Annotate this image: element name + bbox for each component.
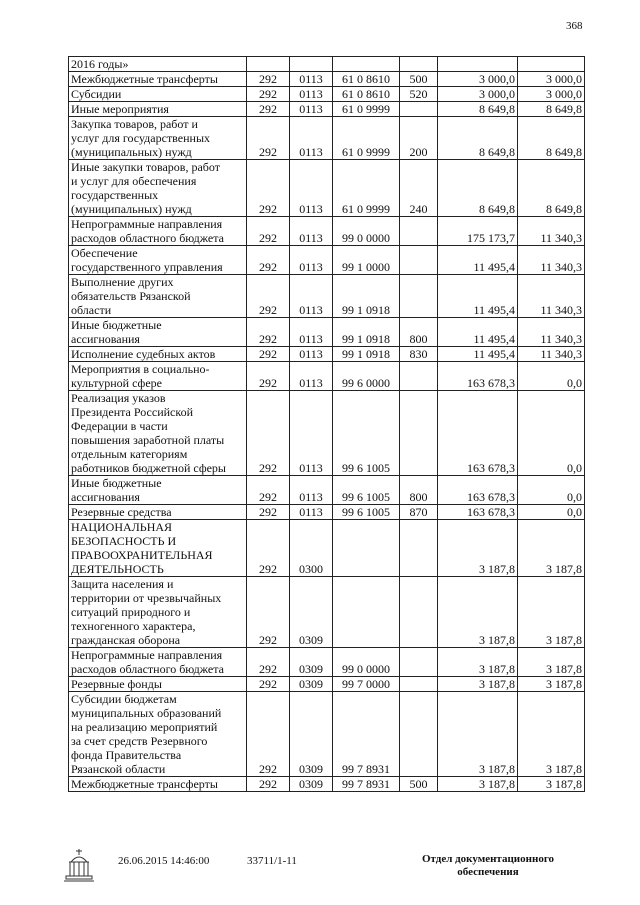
row-section-code: 0113 bbox=[290, 72, 333, 87]
row-amount-2: 11 340,3 bbox=[518, 318, 585, 347]
row-section-code: 0113 bbox=[290, 318, 333, 347]
row-ministry-code: 292 bbox=[247, 217, 290, 246]
row-name: Субсидии bbox=[69, 87, 247, 102]
row-section-code: 0309 bbox=[290, 692, 333, 777]
row-amount-2: 8 649,8 bbox=[518, 102, 585, 117]
table-body bbox=[69, 57, 585, 792]
row-amount-2: 3 000,0 bbox=[518, 87, 585, 102]
row-section-code: 0309 bbox=[290, 677, 333, 692]
footer-doc-id: 33711/1-11 bbox=[247, 855, 297, 867]
row-name: Иные закупки товаров, работ и услуг для обеспечения государственных (муниципальных) нужд bbox=[69, 160, 247, 217]
row-section-code: 0309 bbox=[290, 777, 333, 792]
row-section-code: 0309 bbox=[290, 648, 333, 677]
row-amount-2: 3 187,8 bbox=[518, 648, 585, 677]
row-amount: 8 649,8 bbox=[438, 160, 518, 217]
table-row bbox=[69, 677, 585, 692]
row-amount: 163 678,3 bbox=[438, 362, 518, 391]
row-ministry-code: 292 bbox=[247, 102, 290, 117]
row-amount-2: 11 340,3 bbox=[518, 347, 585, 362]
row-name: Обеспечение государственного управления bbox=[69, 246, 247, 275]
row-expense-type: 830 bbox=[400, 347, 438, 362]
row-name: Межбюджетные трансферты bbox=[69, 777, 247, 792]
row-expense-type: 200 bbox=[400, 117, 438, 160]
row-target-article: 99 0 0000 bbox=[333, 217, 400, 246]
row-ministry-code: 292 bbox=[247, 577, 290, 648]
row-amount: 11 495,4 bbox=[438, 275, 518, 318]
row-amount: 175 173,7 bbox=[438, 217, 518, 246]
row-amount: 163 678,3 bbox=[438, 505, 518, 520]
row-expense-type: 500 bbox=[400, 777, 438, 792]
row-ministry-code: 292 bbox=[247, 347, 290, 362]
row-section-code: 0113 bbox=[290, 87, 333, 102]
row-expense-type bbox=[400, 677, 438, 692]
table-row bbox=[69, 72, 585, 87]
row-ministry-code: 292 bbox=[247, 677, 290, 692]
table-row bbox=[69, 275, 585, 318]
table-row bbox=[69, 217, 585, 246]
row-ministry-code: 292 bbox=[247, 777, 290, 792]
row-name: Непрограммные направления расходов областного бюджета bbox=[69, 217, 247, 246]
row-name: Реализация указов Президента Российской Федерации в части повышения заработной платы отдельным категориям работников бюджетной сферы bbox=[69, 391, 247, 476]
row-target-article: 61 0 9999 bbox=[333, 160, 400, 217]
row-name: Закупка товаров, работ и услуг для государственных (муниципальных) нужд bbox=[69, 117, 247, 160]
row-section-code: 0113 bbox=[290, 246, 333, 275]
row-amount: 11 495,4 bbox=[438, 318, 518, 347]
table-row bbox=[69, 57, 585, 72]
row-name: Межбюджетные трансферты bbox=[69, 72, 247, 87]
row-amount-2: 8 649,8 bbox=[518, 117, 585, 160]
table-row bbox=[69, 160, 585, 217]
row-expense-type: 520 bbox=[400, 87, 438, 102]
row-amount: 3 187,8 bbox=[438, 777, 518, 792]
row-section-code: 0113 bbox=[290, 476, 333, 505]
footer-department bbox=[418, 853, 558, 879]
row-section-code: 0300 bbox=[290, 520, 333, 577]
table-row bbox=[69, 87, 585, 102]
row-section-code: 0113 bbox=[290, 117, 333, 160]
row-expense-type: 870 bbox=[400, 505, 438, 520]
row-section-code bbox=[290, 57, 333, 72]
row-ministry-code: 292 bbox=[247, 362, 290, 391]
row-target-article: 99 1 0918 bbox=[333, 318, 400, 347]
page-number: 368 bbox=[566, 20, 583, 32]
row-amount: 3 187,8 bbox=[438, 648, 518, 677]
row-ministry-code: 292 bbox=[247, 87, 290, 102]
row-section-code: 0113 bbox=[290, 102, 333, 117]
row-amount-2: 8 649,8 bbox=[518, 160, 585, 217]
row-target-article: 99 0 0000 bbox=[333, 648, 400, 677]
row-amount-2: 3 187,8 bbox=[518, 777, 585, 792]
row-target-article: 99 7 8931 bbox=[333, 692, 400, 777]
row-name: 2016 годы» bbox=[69, 57, 247, 72]
row-amount: 8 649,8 bbox=[438, 117, 518, 160]
row-ministry-code: 292 bbox=[247, 391, 290, 476]
row-expense-type bbox=[400, 391, 438, 476]
row-amount-2: 3 000,0 bbox=[518, 72, 585, 87]
row-amount: 11 495,4 bbox=[438, 347, 518, 362]
row-expense-type: 500 bbox=[400, 72, 438, 87]
row-section-code: 0113 bbox=[290, 347, 333, 362]
row-ministry-code: 292 bbox=[247, 648, 290, 677]
table-row bbox=[69, 520, 585, 577]
row-section-code: 0113 bbox=[290, 217, 333, 246]
row-expense-type bbox=[400, 102, 438, 117]
emblem-icon bbox=[62, 846, 96, 884]
row-amount: 3 187,8 bbox=[438, 677, 518, 692]
row-amount-2: 0,0 bbox=[518, 505, 585, 520]
row-amount-2: 11 340,3 bbox=[518, 275, 585, 318]
table-row bbox=[69, 505, 585, 520]
row-target-article: 99 6 0000 bbox=[333, 362, 400, 391]
row-target-article: 99 7 8931 bbox=[333, 777, 400, 792]
row-target-article bbox=[333, 577, 400, 648]
row-amount-2: 0,0 bbox=[518, 362, 585, 391]
row-amount: 3 187,8 bbox=[438, 577, 518, 648]
row-expense-type bbox=[400, 577, 438, 648]
row-section-code: 0113 bbox=[290, 391, 333, 476]
row-amount: 163 678,3 bbox=[438, 391, 518, 476]
row-ministry-code: 292 bbox=[247, 160, 290, 217]
row-name: Резервные средства bbox=[69, 505, 247, 520]
row-name: Защита населения и территории от чрезвычайных ситуаций природного и техногенного характера, гражданская оборона bbox=[69, 577, 247, 648]
row-amount-2: 3 187,8 bbox=[518, 692, 585, 777]
row-section-code: 0113 bbox=[290, 362, 333, 391]
row-target-article bbox=[333, 57, 400, 72]
row-expense-type bbox=[400, 246, 438, 275]
footer-department-line2: обеспечения bbox=[457, 866, 519, 878]
table-row bbox=[69, 347, 585, 362]
row-target-article: 61 0 8610 bbox=[333, 72, 400, 87]
row-expense-type bbox=[400, 57, 438, 72]
row-target-article: 99 6 1005 bbox=[333, 505, 400, 520]
row-name: Субсидии бюджетам муниципальных образований на реализацию мероприятий за счет средств Резервного фонда Правительства Рязанской области bbox=[69, 692, 247, 777]
footer-department-line1: Отдел документационного bbox=[421, 853, 555, 865]
table-row bbox=[69, 246, 585, 275]
row-ministry-code: 292 bbox=[247, 505, 290, 520]
row-amount: 8 649,8 bbox=[438, 102, 518, 117]
row-expense-type: 800 bbox=[400, 476, 438, 505]
row-target-article: 61 0 9999 bbox=[333, 117, 400, 160]
row-name: Резервные фонды bbox=[69, 677, 247, 692]
row-target-article: 99 1 0000 bbox=[333, 246, 400, 275]
row-ministry-code: 292 bbox=[247, 246, 290, 275]
budget-table bbox=[68, 56, 585, 792]
row-name: Иные бюджетные ассигнования bbox=[69, 476, 247, 505]
row-amount: 3 000,0 bbox=[438, 72, 518, 87]
row-amount-2: 3 187,8 bbox=[518, 520, 585, 577]
table-row bbox=[69, 117, 585, 160]
row-ministry-code: 292 bbox=[247, 476, 290, 505]
row-amount-2 bbox=[518, 57, 585, 72]
row-ministry-code: 292 bbox=[247, 72, 290, 87]
row-amount: 3 000,0 bbox=[438, 87, 518, 102]
row-target-article: 99 1 0918 bbox=[333, 275, 400, 318]
table-row bbox=[69, 391, 585, 476]
row-expense-type bbox=[400, 362, 438, 391]
row-target-article: 99 6 1005 bbox=[333, 391, 400, 476]
row-ministry-code: 292 bbox=[247, 520, 290, 577]
table-row bbox=[69, 362, 585, 391]
row-amount-2: 3 187,8 bbox=[518, 677, 585, 692]
table-row bbox=[69, 102, 585, 117]
row-target-article: 61 0 8610 bbox=[333, 87, 400, 102]
row-target-article: 99 6 1005 bbox=[333, 476, 400, 505]
row-section-code: 0113 bbox=[290, 160, 333, 217]
row-name: Непрограммные направления расходов областного бюджета bbox=[69, 648, 247, 677]
row-section-code: 0113 bbox=[290, 275, 333, 318]
row-name: Исполнение судебных актов bbox=[69, 347, 247, 362]
table-row bbox=[69, 777, 585, 792]
row-amount: 3 187,8 bbox=[438, 692, 518, 777]
row-expense-type bbox=[400, 217, 438, 246]
row-amount-2: 11 340,3 bbox=[518, 217, 585, 246]
row-amount-2: 0,0 bbox=[518, 391, 585, 476]
row-target-article: 99 7 0000 bbox=[333, 677, 400, 692]
row-target-article bbox=[333, 520, 400, 577]
row-ministry-code: 292 bbox=[247, 275, 290, 318]
row-expense-type bbox=[400, 275, 438, 318]
row-amount-2: 3 187,8 bbox=[518, 577, 585, 648]
row-target-article: 61 0 9999 bbox=[333, 102, 400, 117]
row-expense-type bbox=[400, 520, 438, 577]
row-expense-type bbox=[400, 692, 438, 777]
table-row bbox=[69, 577, 585, 648]
row-amount-2: 0,0 bbox=[518, 476, 585, 505]
row-ministry-code: 292 bbox=[247, 117, 290, 160]
row-ministry-code: 292 bbox=[247, 692, 290, 777]
row-name: Иные бюджетные ассигнования bbox=[69, 318, 247, 347]
row-ministry-code bbox=[247, 57, 290, 72]
row-ministry-code: 292 bbox=[247, 318, 290, 347]
row-name: Мероприятия в социально- культурной сфере bbox=[69, 362, 247, 391]
table-row bbox=[69, 476, 585, 505]
row-amount: 3 187,8 bbox=[438, 520, 518, 577]
row-target-article: 99 1 0918 bbox=[333, 347, 400, 362]
table-row bbox=[69, 318, 585, 347]
row-section-code: 0309 bbox=[290, 577, 333, 648]
row-amount: 11 495,4 bbox=[438, 246, 518, 275]
row-name: НАЦИОНАЛЬНАЯ БЕЗОПАСНОСТЬ И ПРАВООХРАНИТЕЛЬНАЯ ДЕЯТЕЛЬНОСТЬ bbox=[69, 520, 247, 577]
row-expense-type: 240 bbox=[400, 160, 438, 217]
row-expense-type bbox=[400, 648, 438, 677]
row-amount bbox=[438, 57, 518, 72]
row-section-code: 0113 bbox=[290, 505, 333, 520]
table-row bbox=[69, 692, 585, 777]
row-name: Выполнение других обязательств Рязанской области bbox=[69, 275, 247, 318]
row-amount: 163 678,3 bbox=[438, 476, 518, 505]
row-amount-2: 11 340,3 bbox=[518, 246, 585, 275]
table-row bbox=[69, 648, 585, 677]
row-expense-type: 800 bbox=[400, 318, 438, 347]
footer-datetime: 26.06.2015 14:46:00 bbox=[118, 855, 210, 867]
row-name: Иные мероприятия bbox=[69, 102, 247, 117]
